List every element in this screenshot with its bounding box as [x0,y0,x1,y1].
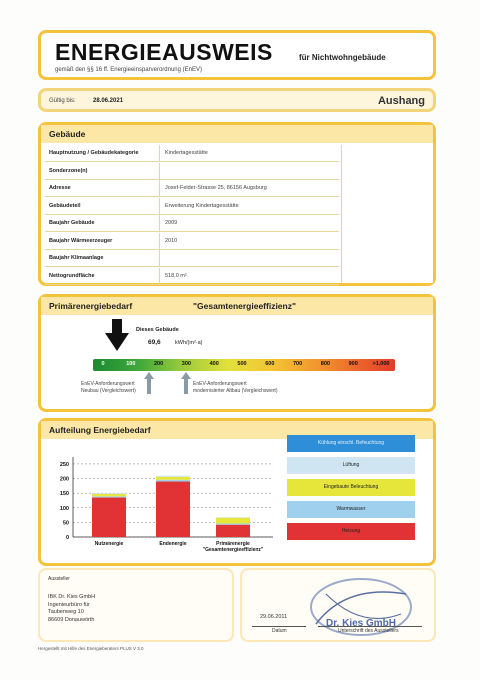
law-reference: gemäß den §§ 16 ff. Energieeinsparverordnung (EnEV) [55,67,202,73]
issuer-line4: 86609 Donauwörth [48,617,95,624]
newbuild-note-line2: Neubau (Vergleichswert) [81,387,136,394]
y-tick-label: 50 [62,520,69,527]
building-row-value: 518,0 m² [165,272,187,279]
y-tick-label: 200 [59,476,69,483]
issuer-name: IBK Dr. Kies GmbH [48,594,96,600]
scale-tick-label: >1.000 [372,361,390,367]
building-pointer-icon [105,319,129,351]
building-row [45,268,339,285]
building-row-key: Nettogrundfläche [49,272,95,279]
distribution-section-title: Aufteilung Energiebedarf [41,421,433,439]
bar-segment-eingebaute-beleuchtung [156,477,190,480]
bar-segment-warmwasser [156,480,190,482]
signature-line [318,626,422,627]
building-row-key: Adresse [49,185,71,191]
scale-tick-label: 700 [293,361,303,367]
issuer-line3: Taubenweg 10 [48,609,84,616]
building-row-value: 2010 [165,237,178,244]
energy-distribution-chart [43,439,283,565]
stamp-text: Dr. Kies GmbH [325,618,397,629]
issuer-line2: Ingenieurbüro für [48,601,90,608]
legend-item: Heizung [287,523,415,540]
document-title: ENERGIEAUSWEIS [55,39,273,65]
date-line [252,626,306,627]
building-photo-area [341,145,433,283]
building-row-divider [159,163,160,179]
x-category-label: Primärenergie "Gesamtenergieeffizienz" [202,541,264,553]
primary-energy-section [38,294,436,412]
building-row [45,198,339,215]
building-row-divider [159,198,160,214]
bar-segment-heizung [156,481,190,537]
building-row [45,145,339,162]
primary-section-title [41,297,433,315]
building-row-value: Erweiterung Kindertagesstätte [165,202,239,209]
bar-segment-warmwasser [216,524,250,525]
building-section [38,122,436,286]
primary-title: Primärenergiebedarf [49,301,133,311]
primary-subtitle: "Gesamtenergieeffizienz" [193,301,297,311]
oldbuild-note-line2: modernisierter Altbau (Vergleichswert) [193,387,278,394]
signature-label: Unterschrift des Ausstellers [338,628,399,634]
y-tick-label: 250 [59,461,69,468]
scale-tick-label: 100 [126,361,136,367]
building-row-key: Baujahr Gebäude [49,220,95,226]
y-tick-label: 100 [59,505,69,512]
validity-box [38,88,436,112]
y-tick-label: 150 [59,491,69,498]
building-row [45,215,339,232]
scale-tick-label: 300 [181,361,191,367]
pointer-unit: kWh/(m²·a) [175,340,203,346]
building-row-value: Kindertagesstätte [165,150,208,156]
scale-tick-label: 600 [265,361,275,367]
building-row-divider [159,233,160,249]
building-row [45,180,339,197]
scale-tick-label: 900 [348,361,358,367]
building-row-divider [159,215,160,231]
building-row [45,163,339,180]
building-row-key: Gebäudeteil [49,202,81,209]
notice-label: Aushang [377,95,425,107]
bar-segment-l-ftung [216,517,250,518]
signature-date: 29.06.2011 [260,614,288,620]
bar-segment-eingebaute-beleuchtung [92,494,126,496]
building-row-divider [159,180,160,196]
scale-tick-label: 0 [101,361,105,367]
bar-segment-heizung [92,498,126,537]
building-row-divider [159,145,160,161]
issuer-box [38,568,234,642]
scale-tick-label: 800 [320,361,330,367]
oldbuild-note [193,381,277,395]
scale-tick-label: 400 [209,361,219,367]
header-box [38,30,436,80]
y-tick-label: 0 [65,535,69,541]
bar-segment-l-ftung [92,493,126,494]
signature-box [240,568,436,642]
building-row-value: 2009 [165,220,178,226]
pointer-label: Dieses Gebäude [136,327,179,333]
bar-segment-eingebaute-beleuchtung [216,518,250,524]
bar-segment-heizung [216,525,250,537]
building-section-title: Gebäude [41,125,433,143]
building-row [45,250,339,267]
legend-item: Warmwasser [287,501,415,518]
x-category-label: Nutzenergie [94,541,124,547]
scale-tick-label: 200 [154,361,164,367]
building-row [45,233,339,250]
x-category-label: Endenergie [159,541,187,547]
building-row-key: Hauptnutzung / Gebäudekategorie [49,150,139,156]
scale-tick-label: 500 [237,361,247,367]
building-row-divider [159,268,160,284]
building-row-key: Baujahr Wärmeerzeuger [49,237,113,244]
pointer-value: 69,6 [148,339,161,346]
oldbuild-reference-arrow-icon [181,372,191,394]
newbuild-reference-arrow-icon [144,372,154,394]
newbuild-note [81,381,136,395]
issuer-label: Aussteller [48,576,70,582]
newbuild-note-line1: EnEV-Anforderungswert [81,381,135,387]
issuer-address [48,594,95,625]
bar-segment-warmwasser [92,496,126,497]
building-row-value: Josef-Felder-Strasse 25, 86156 Augsburg [165,185,267,191]
legend-item: Kühlung einschl. Befeuchtung [287,435,415,452]
legend-item: Eingebaute Beleuchtung [287,479,415,496]
bar-segment-l-ftung [156,476,190,477]
building-row-divider [159,250,160,266]
distribution-section [38,418,436,566]
legend-item: Lüftung [287,457,415,474]
valid-date: 28.06.2021 [93,98,124,104]
oldbuild-note-line1: EnEV-Anforderungswert [193,381,247,387]
valid-label: Gültig bis: [49,98,76,104]
building-row-key: Baujahr Klimaanlage [49,255,104,261]
document-subtitle: für Nichtwohngebäude [299,53,386,62]
footer-note: Hergestellt mit Hilfe des Energieberaters PLUS V 3.0 [38,646,144,651]
date-label: Datum [272,628,287,634]
building-row-key: Sonderzone(n) [49,167,88,174]
